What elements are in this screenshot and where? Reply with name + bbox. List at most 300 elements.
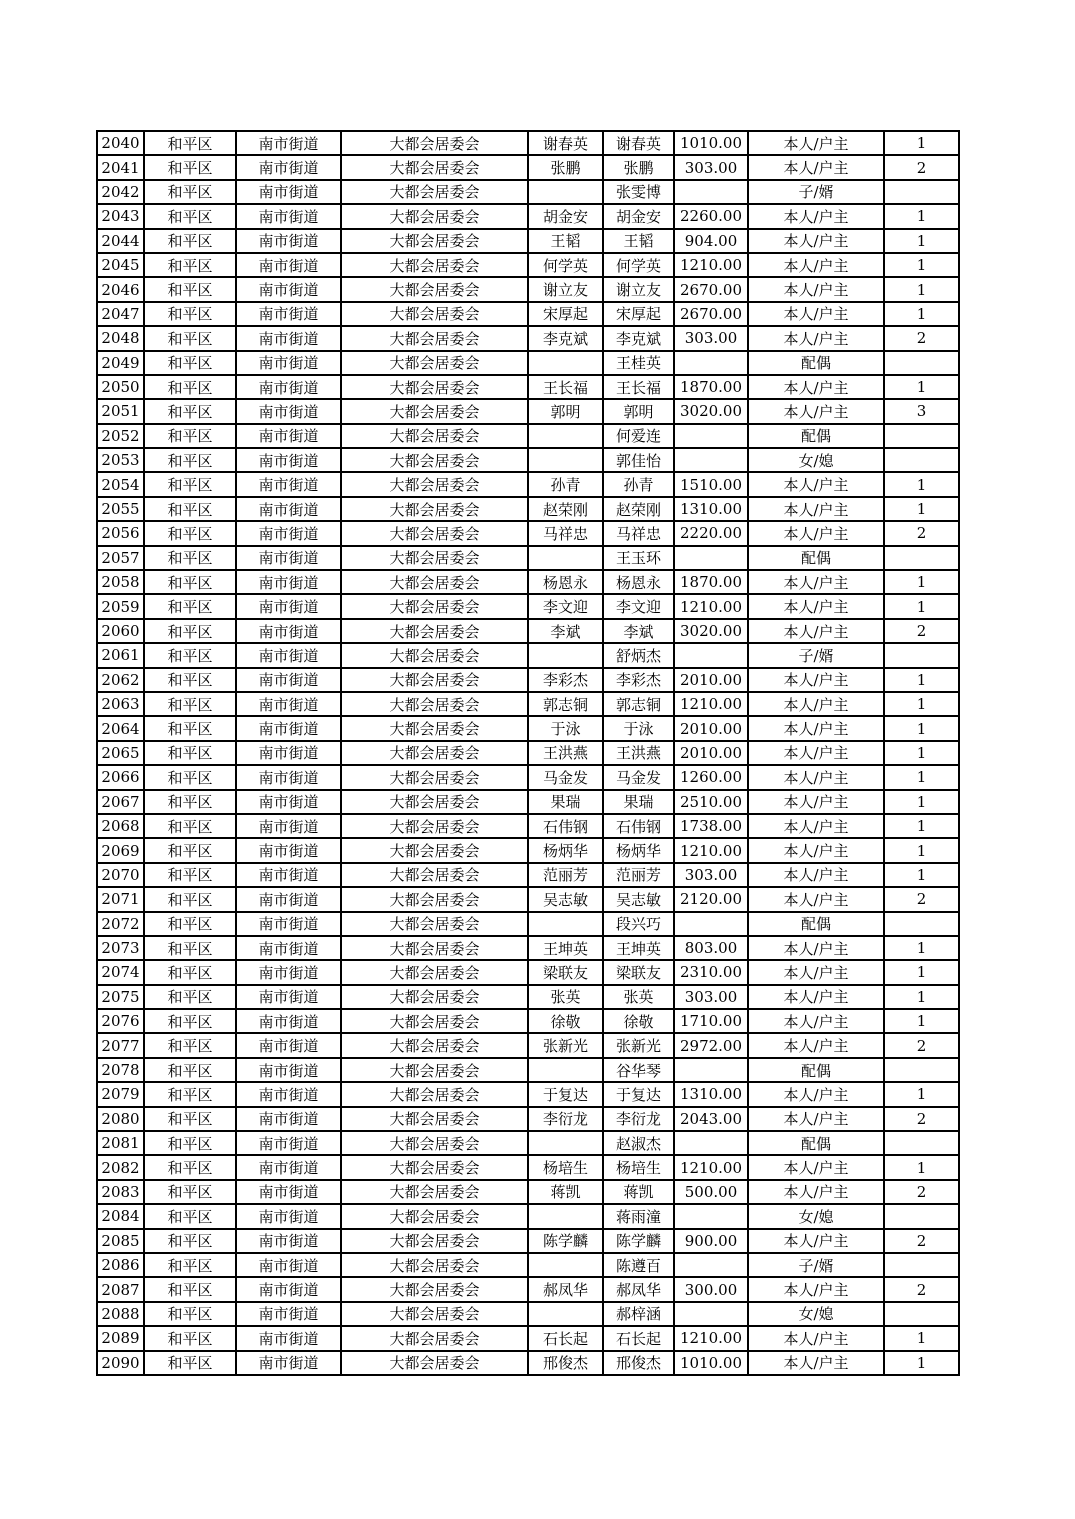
- cell-household-count: [884, 1204, 959, 1228]
- table-row: [97, 1351, 959, 1375]
- cell-seq-number: 2089: [97, 1326, 144, 1350]
- cell-amount: 3020.00: [674, 619, 748, 643]
- cell-seq-number: 2058: [97, 570, 144, 594]
- cell-amount: 3020.00: [674, 399, 748, 423]
- cell-seq-number: 2084: [97, 1204, 144, 1228]
- cell-community: 大都会居委会: [341, 1155, 528, 1179]
- cell-district: 和平区: [144, 716, 236, 740]
- cell-relation: 本人/户主: [748, 229, 884, 253]
- cell-amount: 1738.00: [674, 814, 748, 838]
- cell-member-name: 陈学麟: [603, 1229, 674, 1253]
- cell-seq-number: 2044: [97, 229, 144, 253]
- cell-district: 和平区: [144, 1229, 236, 1253]
- cell-street: 南市街道: [236, 912, 341, 936]
- cell-seq-number: 2085: [97, 1229, 144, 1253]
- table-row: [97, 399, 959, 423]
- cell-relation: 本人/户主: [748, 277, 884, 301]
- cell-relation: 女/媳: [748, 448, 884, 472]
- cell-member-name: 胡金安: [603, 204, 674, 228]
- table-row: [97, 521, 959, 545]
- cell-amount: 1510.00: [674, 472, 748, 496]
- cell-member-name: 张雯博: [603, 180, 674, 204]
- cell-amount: 1010.00: [674, 1351, 748, 1375]
- cell-community: 大都会居委会: [341, 1204, 528, 1228]
- cell-household-count: 1: [884, 790, 959, 814]
- table-row: [97, 716, 959, 740]
- cell-member-name: 李克斌: [603, 326, 674, 350]
- table-row: [97, 936, 959, 960]
- cell-street: 南市街道: [236, 326, 341, 350]
- cell-seq-number: 2077: [97, 1033, 144, 1057]
- table-row: [97, 790, 959, 814]
- cell-amount: [674, 1204, 748, 1228]
- cell-district: 和平区: [144, 1326, 236, 1350]
- cell-member-name: 郭佳怡: [603, 448, 674, 472]
- cell-district: 和平区: [144, 1009, 236, 1033]
- cell-amount: 1310.00: [674, 1082, 748, 1106]
- cell-street: 南市街道: [236, 302, 341, 326]
- cell-seq-number: 2056: [97, 521, 144, 545]
- cell-community: 大都会居委会: [341, 936, 528, 960]
- cell-household-count: 1: [884, 229, 959, 253]
- cell-member-name: 谢春英: [603, 131, 674, 155]
- cell-household-count: 2: [884, 155, 959, 179]
- cell-member-name: 杨培生: [603, 1155, 674, 1179]
- cell-seq-number: 2042: [97, 180, 144, 204]
- cell-seq-number: 2073: [97, 936, 144, 960]
- cell-household-count: 1: [884, 594, 959, 618]
- cell-household-count: [884, 180, 959, 204]
- cell-relation: 本人/户主: [748, 936, 884, 960]
- cell-householder-name: 陈学麟: [528, 1229, 603, 1253]
- cell-member-name: 蒋凯: [603, 1180, 674, 1204]
- cell-street: 南市街道: [236, 1180, 341, 1204]
- cell-relation: 女/媳: [748, 1204, 884, 1228]
- cell-community: 大都会居委会: [341, 1082, 528, 1106]
- cell-district: 和平区: [144, 1253, 236, 1277]
- cell-street: 南市街道: [236, 375, 341, 399]
- cell-street: 南市街道: [236, 1155, 341, 1179]
- cell-district: 和平区: [144, 594, 236, 618]
- cell-community: 大都会居委会: [341, 570, 528, 594]
- cell-household-count: 1: [884, 668, 959, 692]
- cell-street: 南市街道: [236, 155, 341, 179]
- cell-community: 大都会居委会: [341, 253, 528, 277]
- cell-community: 大都会居委会: [341, 375, 528, 399]
- cell-district: 和平区: [144, 985, 236, 1009]
- cell-amount: 803.00: [674, 936, 748, 960]
- cell-householder-name: 邢俊杰: [528, 1351, 603, 1375]
- cell-householder-name: 张鹏: [528, 155, 603, 179]
- cell-district: 和平区: [144, 351, 236, 375]
- cell-district: 和平区: [144, 619, 236, 643]
- cell-relation: 子/婿: [748, 1253, 884, 1277]
- table-row: [97, 155, 959, 179]
- table-row: [97, 131, 959, 155]
- cell-household-count: 1: [884, 1082, 959, 1106]
- cell-seq-number: 2043: [97, 204, 144, 228]
- cell-household-count: 2: [884, 1033, 959, 1057]
- table-row: [97, 814, 959, 838]
- cell-community: 大都会居委会: [341, 1107, 528, 1131]
- cell-amount: 1010.00: [674, 131, 748, 155]
- cell-district: 和平区: [144, 863, 236, 887]
- cell-member-name: 郭明: [603, 399, 674, 423]
- cell-community: 大都会居委会: [341, 351, 528, 375]
- cell-district: 和平区: [144, 838, 236, 862]
- cell-relation: 本人/户主: [748, 521, 884, 545]
- table-row: [97, 570, 959, 594]
- cell-amount: 500.00: [674, 1180, 748, 1204]
- cell-relation: 本人/户主: [748, 838, 884, 862]
- cell-district: 和平区: [144, 887, 236, 911]
- cell-household-count: 1: [884, 936, 959, 960]
- table-row: [97, 668, 959, 692]
- table-row: [97, 838, 959, 862]
- table-row: [97, 1107, 959, 1131]
- cell-community: 大都会居委会: [341, 1009, 528, 1033]
- cell-relation: 本人/户主: [748, 375, 884, 399]
- cell-member-name: 何爱连: [603, 424, 674, 448]
- cell-householder-name: 于泳: [528, 716, 603, 740]
- cell-district: 和平区: [144, 521, 236, 545]
- cell-district: 和平区: [144, 302, 236, 326]
- cell-street: 南市街道: [236, 1326, 341, 1350]
- cell-seq-number: 2078: [97, 1058, 144, 1082]
- cell-relation: 本人/户主: [748, 1107, 884, 1131]
- cell-member-name: 郭志铜: [603, 692, 674, 716]
- cell-district: 和平区: [144, 375, 236, 399]
- cell-relation: 本人/户主: [748, 765, 884, 789]
- cell-householder-name: 宋厚起: [528, 302, 603, 326]
- cell-householder-name: 王洪燕: [528, 741, 603, 765]
- cell-seq-number: 2071: [97, 887, 144, 911]
- cell-household-count: [884, 643, 959, 667]
- cell-member-name: 张鹏: [603, 155, 674, 179]
- cell-relation: 本人/户主: [748, 131, 884, 155]
- cell-householder-name: 赵荣刚: [528, 497, 603, 521]
- cell-community: 大都会居委会: [341, 155, 528, 179]
- cell-relation: 本人/户主: [748, 1033, 884, 1057]
- cell-member-name: 李文迎: [603, 594, 674, 618]
- cell-community: 大都会居委会: [341, 741, 528, 765]
- cell-household-count: [884, 448, 959, 472]
- cell-relation: 本人/户主: [748, 1082, 884, 1106]
- cell-member-name: 王洪燕: [603, 741, 674, 765]
- cell-householder-name: 张新光: [528, 1033, 603, 1057]
- cell-street: 南市街道: [236, 741, 341, 765]
- cell-street: 南市街道: [236, 399, 341, 423]
- cell-amount: 2670.00: [674, 277, 748, 301]
- cell-household-count: 2: [884, 1107, 959, 1131]
- cell-household-count: 1: [884, 985, 959, 1009]
- resident-table-body: [97, 131, 959, 1375]
- cell-household-count: 1: [884, 497, 959, 521]
- cell-relation: 本人/户主: [748, 814, 884, 838]
- cell-householder-name: [528, 1058, 603, 1082]
- cell-amount: [674, 912, 748, 936]
- table-row: [97, 1204, 959, 1228]
- cell-district: 和平区: [144, 399, 236, 423]
- cell-relation: 本人/户主: [748, 1277, 884, 1301]
- cell-amount: 904.00: [674, 229, 748, 253]
- cell-relation: 本人/户主: [748, 155, 884, 179]
- cell-district: 和平区: [144, 1351, 236, 1375]
- cell-community: 大都会居委会: [341, 1326, 528, 1350]
- table-row: [97, 1009, 959, 1033]
- cell-district: 和平区: [144, 155, 236, 179]
- cell-household-count: 1: [884, 1155, 959, 1179]
- table-row: [97, 1277, 959, 1301]
- table-row: [97, 863, 959, 887]
- table-row: [97, 375, 959, 399]
- resident-subsidy-table: [96, 130, 960, 1376]
- cell-amount: 1870.00: [674, 375, 748, 399]
- cell-street: 南市街道: [236, 204, 341, 228]
- cell-street: 南市街道: [236, 277, 341, 301]
- cell-district: 和平区: [144, 1058, 236, 1082]
- cell-seq-number: 2065: [97, 741, 144, 765]
- cell-householder-name: 郭志铜: [528, 692, 603, 716]
- cell-household-count: 1: [884, 204, 959, 228]
- cell-household-count: 1: [884, 375, 959, 399]
- cell-community: 大都会居委会: [341, 790, 528, 814]
- cell-member-name: 段兴巧: [603, 912, 674, 936]
- cell-community: 大都会居委会: [341, 472, 528, 496]
- cell-street: 南市街道: [236, 253, 341, 277]
- cell-relation: 配偶: [748, 1131, 884, 1155]
- cell-street: 南市街道: [236, 1082, 341, 1106]
- cell-householder-name: [528, 180, 603, 204]
- cell-member-name: 何学英: [603, 253, 674, 277]
- cell-street: 南市街道: [236, 692, 341, 716]
- cell-relation: 本人/户主: [748, 1155, 884, 1179]
- cell-district: 和平区: [144, 424, 236, 448]
- cell-householder-name: 胡金安: [528, 204, 603, 228]
- cell-member-name: 徐敬: [603, 1009, 674, 1033]
- table-row: [97, 1302, 959, 1326]
- cell-amount: 2010.00: [674, 741, 748, 765]
- cell-seq-number: 2046: [97, 277, 144, 301]
- cell-street: 南市街道: [236, 936, 341, 960]
- cell-amount: 2220.00: [674, 521, 748, 545]
- cell-community: 大都会居委会: [341, 716, 528, 740]
- cell-household-count: 1: [884, 741, 959, 765]
- cell-household-count: [884, 1058, 959, 1082]
- cell-community: 大都会居委会: [341, 1180, 528, 1204]
- cell-relation: 本人/户主: [748, 887, 884, 911]
- cell-seq-number: 2054: [97, 472, 144, 496]
- cell-community: 大都会居委会: [341, 1058, 528, 1082]
- cell-community: 大都会居委会: [341, 1033, 528, 1057]
- cell-amount: 2120.00: [674, 887, 748, 911]
- cell-community: 大都会居委会: [341, 131, 528, 155]
- cell-seq-number: 2072: [97, 912, 144, 936]
- cell-street: 南市街道: [236, 546, 341, 570]
- cell-amount: 900.00: [674, 1229, 748, 1253]
- cell-relation: 本人/户主: [748, 497, 884, 521]
- cell-amount: 303.00: [674, 155, 748, 179]
- cell-district: 和平区: [144, 741, 236, 765]
- cell-relation: 本人/户主: [748, 326, 884, 350]
- cell-street: 南市街道: [236, 448, 341, 472]
- cell-street: 南市街道: [236, 643, 341, 667]
- cell-householder-name: 梁联友: [528, 960, 603, 984]
- cell-member-name: 李彩杰: [603, 668, 674, 692]
- table-row: [97, 302, 959, 326]
- cell-member-name: 蒋雨潼: [603, 1204, 674, 1228]
- cell-seq-number: 2060: [97, 619, 144, 643]
- cell-amount: 2010.00: [674, 716, 748, 740]
- cell-street: 南市街道: [236, 619, 341, 643]
- cell-householder-name: 杨培生: [528, 1155, 603, 1179]
- cell-community: 大都会居委会: [341, 1131, 528, 1155]
- cell-district: 和平区: [144, 960, 236, 984]
- cell-district: 和平区: [144, 1155, 236, 1179]
- table-row: [97, 229, 959, 253]
- cell-amount: 2260.00: [674, 204, 748, 228]
- cell-member-name: 梁联友: [603, 960, 674, 984]
- cell-seq-number: 2062: [97, 668, 144, 692]
- cell-street: 南市街道: [236, 790, 341, 814]
- cell-relation: 本人/户主: [748, 570, 884, 594]
- cell-householder-name: 蒋凯: [528, 1180, 603, 1204]
- table-row: [97, 1033, 959, 1057]
- cell-street: 南市街道: [236, 570, 341, 594]
- cell-member-name: 张新光: [603, 1033, 674, 1057]
- cell-member-name: 赵淑杰: [603, 1131, 674, 1155]
- cell-relation: 本人/户主: [748, 863, 884, 887]
- cell-householder-name: 王坤英: [528, 936, 603, 960]
- cell-district: 和平区: [144, 253, 236, 277]
- cell-seq-number: 2053: [97, 448, 144, 472]
- table-row: [97, 1326, 959, 1350]
- cell-amount: [674, 180, 748, 204]
- cell-relation: 本人/户主: [748, 985, 884, 1009]
- cell-relation: 女/媳: [748, 1302, 884, 1326]
- cell-relation: 本人/户主: [748, 594, 884, 618]
- cell-amount: 300.00: [674, 1277, 748, 1301]
- cell-relation: 本人/户主: [748, 1326, 884, 1350]
- cell-district: 和平区: [144, 668, 236, 692]
- cell-relation: 本人/户主: [748, 204, 884, 228]
- table-row: [97, 1155, 959, 1179]
- cell-household-count: [884, 546, 959, 570]
- cell-amount: 1210.00: [674, 692, 748, 716]
- cell-seq-number: 2052: [97, 424, 144, 448]
- cell-household-count: [884, 351, 959, 375]
- cell-seq-number: 2081: [97, 1131, 144, 1155]
- table-row: [97, 1229, 959, 1253]
- cell-district: 和平区: [144, 692, 236, 716]
- table-row: [97, 985, 959, 1009]
- cell-seq-number: 2059: [97, 594, 144, 618]
- cell-seq-number: 2070: [97, 863, 144, 887]
- cell-amount: 1210.00: [674, 594, 748, 618]
- cell-community: 大都会居委会: [341, 180, 528, 204]
- cell-amount: 1870.00: [674, 570, 748, 594]
- cell-member-name: 郝梓涵: [603, 1302, 674, 1326]
- table-row: [97, 741, 959, 765]
- cell-member-name: 石伟钢: [603, 814, 674, 838]
- cell-amount: [674, 546, 748, 570]
- table-row: [97, 887, 959, 911]
- cell-householder-name: [528, 912, 603, 936]
- cell-relation: 配偶: [748, 351, 884, 375]
- cell-member-name: 于复达: [603, 1082, 674, 1106]
- table-row: [97, 1131, 959, 1155]
- cell-community: 大都会居委会: [341, 668, 528, 692]
- cell-community: 大都会居委会: [341, 1229, 528, 1253]
- cell-street: 南市街道: [236, 1107, 341, 1131]
- cell-householder-name: 吴志敏: [528, 887, 603, 911]
- cell-household-count: 2: [884, 326, 959, 350]
- cell-seq-number: 2090: [97, 1351, 144, 1375]
- cell-household-count: 1: [884, 838, 959, 862]
- cell-household-count: 2: [884, 1229, 959, 1253]
- cell-member-name: 于泳: [603, 716, 674, 740]
- cell-street: 南市街道: [236, 838, 341, 862]
- cell-street: 南市街道: [236, 424, 341, 448]
- cell-household-count: 1: [884, 472, 959, 496]
- cell-householder-name: [528, 1253, 603, 1277]
- cell-community: 大都会居委会: [341, 302, 528, 326]
- cell-householder-name: 谢春英: [528, 131, 603, 155]
- cell-street: 南市街道: [236, 1131, 341, 1155]
- cell-member-name: 马祥忠: [603, 521, 674, 545]
- cell-household-count: 2: [884, 619, 959, 643]
- cell-community: 大都会居委会: [341, 1351, 528, 1375]
- cell-amount: [674, 1058, 748, 1082]
- cell-community: 大都会居委会: [341, 204, 528, 228]
- cell-amount: 2972.00: [674, 1033, 748, 1057]
- cell-seq-number: 2047: [97, 302, 144, 326]
- table-row: [97, 1082, 959, 1106]
- cell-household-count: 3: [884, 399, 959, 423]
- cell-householder-name: 李文迎: [528, 594, 603, 618]
- cell-amount: 1260.00: [674, 765, 748, 789]
- cell-amount: [674, 1253, 748, 1277]
- cell-relation: 配偶: [748, 546, 884, 570]
- cell-amount: 2510.00: [674, 790, 748, 814]
- cell-street: 南市街道: [236, 814, 341, 838]
- cell-amount: [674, 448, 748, 472]
- cell-householder-name: 李彩杰: [528, 668, 603, 692]
- table-row: [97, 692, 959, 716]
- cell-street: 南市街道: [236, 887, 341, 911]
- cell-member-name: 王韬: [603, 229, 674, 253]
- cell-amount: 1210.00: [674, 838, 748, 862]
- table-row: [97, 424, 959, 448]
- cell-community: 大都会居委会: [341, 277, 528, 301]
- cell-amount: 1710.00: [674, 1009, 748, 1033]
- cell-householder-name: [528, 1302, 603, 1326]
- cell-district: 和平区: [144, 1180, 236, 1204]
- cell-household-count: 1: [884, 765, 959, 789]
- cell-householder-name: [528, 546, 603, 570]
- cell-street: 南市街道: [236, 1058, 341, 1082]
- cell-seq-number: 2064: [97, 716, 144, 740]
- cell-householder-name: 李克斌: [528, 326, 603, 350]
- cell-seq-number: 2074: [97, 960, 144, 984]
- cell-amount: 303.00: [674, 863, 748, 887]
- cell-street: 南市街道: [236, 668, 341, 692]
- cell-household-count: [884, 1253, 959, 1277]
- cell-street: 南市街道: [236, 960, 341, 984]
- table-row: [97, 497, 959, 521]
- cell-relation: 本人/户主: [748, 302, 884, 326]
- table-row: [97, 253, 959, 277]
